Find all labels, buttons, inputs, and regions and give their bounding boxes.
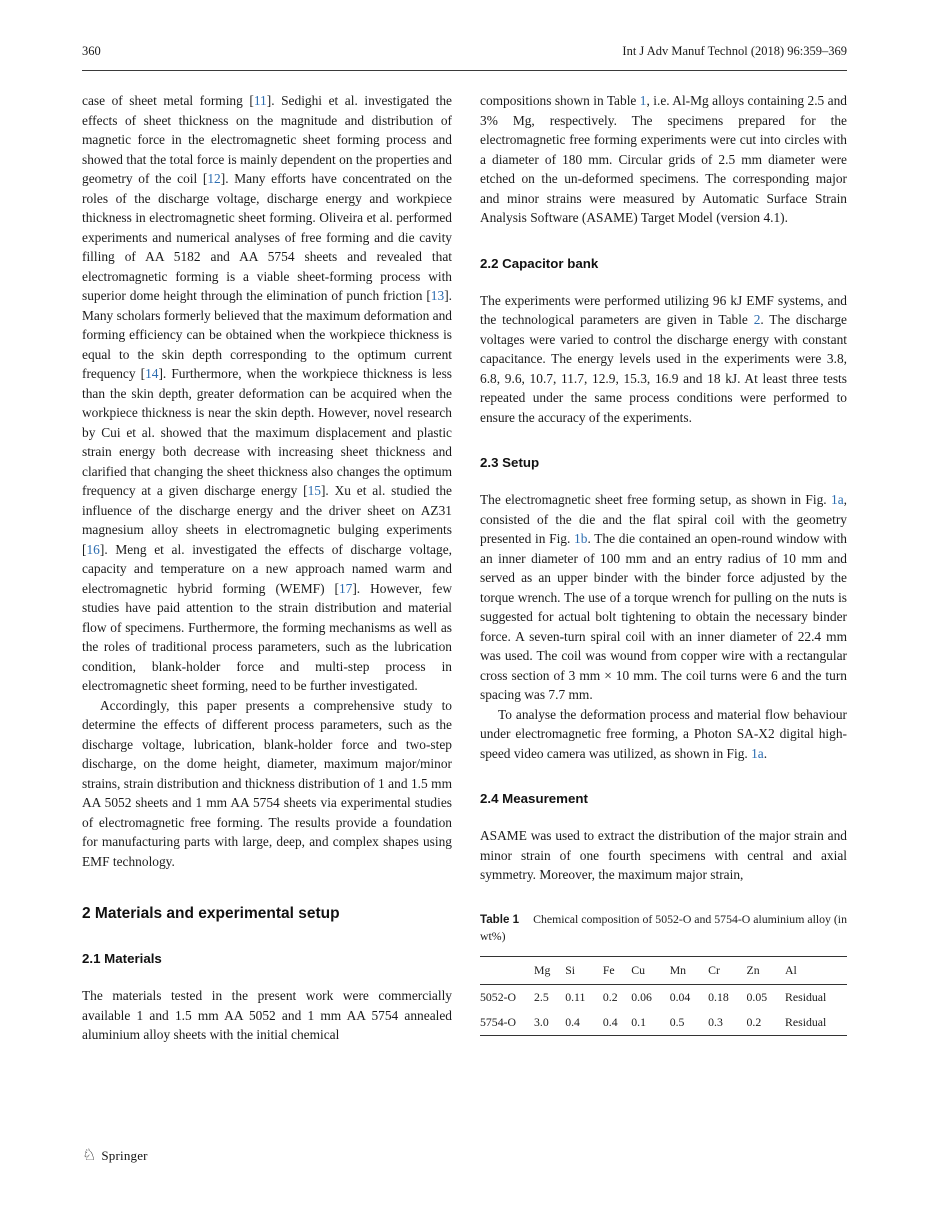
paragraph	[82, 986, 452, 1045]
citation-link[interactable]: 16	[86, 541, 100, 557]
table-cell: 0.06	[631, 989, 652, 1004]
paragraph	[480, 490, 847, 705]
text-run: , i.e. Al-Mg alloys containing 2.5 and 3% Mg, respectively. The specimens prepared for the electromagnetic free forming experiments were cut into circles with a diameter of 180 mm. Circular grids of 2.5 mm diameter were etched on the un-deformed specimens. The corresponding major and minor strains were measured by Automatic Surface Strain Analysis Software (ASAME) Target Model (version 4.1).	[480, 93, 847, 225]
subsection-heading: 2.1 Materials	[82, 951, 162, 966]
table-row	[480, 984, 847, 1010]
paragraph	[480, 826, 847, 885]
text-run: ASAME was used to extract the distribution of the major strain and minor strain of one fourth specimens with central and axial symmetry. Moreover, the maximum major strain,	[480, 828, 847, 882]
table-cell: 0.2	[746, 1014, 762, 1029]
text-run: . The discharge voltages were varied to control the discharge energy with constant capacitance. The energy levels used in the experiments were 3.8, 6.8, 9.6, 10.7, 11.7, 12.9, 15.3, 16.9 and 18 kJ. At least three tests repeated under the same process conditions were performed to ensure the accuracy of the experiments.	[480, 312, 847, 425]
citation-link[interactable]: 11	[253, 93, 267, 108]
text-run: ]. Meng et al. investigated the effects of discharge voltage, capacity and temperature on a new approach named warm and electromagnetic hybrid forming (WEMF) [	[82, 541, 452, 596]
text-run: ]. However, few studies have paid attention to the strain distribution and material flow of specimens. Furthermore, the forming mechanisms as well as the roles of traditional process parameters, such as the lubrication condition, blank-holder force and multi-step process in electromagnetic sheet forming, need to be further investigated.	[82, 580, 453, 693]
content-columns	[82, 91, 847, 1045]
text-run: compositions shown in Table	[480, 93, 640, 108]
row-header-cell: 5754-O	[480, 1014, 517, 1029]
page-header	[82, 44, 847, 71]
table-column-header: Cr	[708, 962, 720, 977]
table-header-row	[480, 956, 847, 984]
journal-citation: Int J Adv Manuf Technol (2018) 96:359–369	[622, 44, 847, 58]
table-cell: Residual	[785, 1014, 827, 1029]
citation-link[interactable]: 13	[430, 288, 445, 303]
table-cell: 0.18	[708, 989, 729, 1004]
table-cell: 0.5	[669, 1014, 685, 1029]
subsection-heading: 2.3 Setup	[480, 455, 540, 470]
row-header-cell: 5052-O	[480, 989, 517, 1004]
paragraph	[480, 291, 847, 428]
text-run: Accordingly, this paper presents a comprehensive study to determine the effects of different process parameters, such as the discharge voltage, lubrication, blank-holder force and two-step discharge, on the dome height, diameter, maximum major/minor strains, strain distribution and thickness distribution of 1 and 1.5 mm AA 5052 sheets and 1 mm AA 5754 sheets via experimental studies of electromagnetic free forming. The results provide a foundation for manufacturing parts with large, deep, and complex shapes using EMF technology.	[82, 697, 452, 869]
table-column-header: Mn	[669, 962, 687, 977]
table-cell: 0.1	[631, 1014, 647, 1029]
table-column-header: Al	[785, 962, 797, 977]
table-column-header: Mg	[534, 962, 551, 977]
table-column-header: Si	[565, 962, 576, 977]
text-run: The experiments were performed utilizing 96 kJ EMF systems, and the technological parameters are given in Table	[480, 292, 847, 327]
composition-table	[480, 956, 847, 1036]
left-column	[82, 91, 452, 1045]
text-run: ]. Many scholars formerly believed that the maximum deformation and forming efficiency can be obtained when the workpiece thickness is equal to the skin depth corresponding to the optimum current frequency [	[82, 288, 452, 381]
citation-link[interactable]: 14	[145, 366, 159, 381]
table-column-header: Cu	[631, 962, 646, 977]
text-run: The electromagnetic sheet free forming setup, as shown in Fig.	[480, 492, 831, 507]
table-cell: 0.2	[602, 989, 618, 1004]
right-column	[480, 91, 847, 1045]
text-run: case of sheet metal forming [	[82, 93, 254, 108]
paragraph	[82, 696, 452, 872]
citation-link[interactable]: 1b	[574, 531, 588, 546]
table-column-header: Zn	[746, 962, 760, 977]
text-run: .	[763, 745, 768, 761]
table-cell: 0.4	[602, 1014, 618, 1029]
page-footer	[82, 1148, 148, 1164]
text-run: . The die contained an open-round window with an inner diameter of 100 mm and an entry radius of 10 mm and served as an upper binder with the binder force adjusted by the torque wrench. The use of a torque wrench for pulling on the nuts is suggested for actual bolt tightening to obtain the necessary binder force. A seven-turn spiral coil with an inner diameter of 22.4 mm was used. The coil was wound from copper wire with a rectangular cross section of 3 mm × 10 mm. The coil turns were 6 and the turn spacing was 7.7 mm.	[480, 531, 847, 702]
text-run: The materials tested in the present work were commercially available 1 and 1.5 mm AA 5052 and 1 mm AA 5754 annealed aluminium alloy sheets with the initial chemical	[82, 988, 452, 1042]
paragraph	[82, 91, 452, 696]
table-caption	[480, 911, 847, 944]
page-number: 360	[82, 44, 101, 58]
text-run: , consisted of the die and the flat spiral coil with the geometry presented in Fig.	[480, 492, 847, 546]
table-cell: 3.0	[534, 1014, 549, 1029]
springer-knight-icon: ♘	[82, 1147, 97, 1164]
table-1-block	[480, 911, 847, 1036]
publisher-name: Springer	[101, 1148, 148, 1163]
citation-link[interactable]: 15	[307, 483, 321, 498]
table-row	[480, 1010, 847, 1036]
table-cell: 0.04	[669, 989, 691, 1004]
text-run: ]. Sedighi et al. investigated the effects of sheet thickness on the magnitude and distribution of magnetic force in the electromagnetic sheet forming process and showed that the total force is mainly dependent on the properties and geometry of the coil [	[82, 93, 452, 186]
paragraph	[480, 91, 847, 228]
table-title: Chemical composition of 5052-O and 5754-O aluminium alloy (in wt%)	[480, 911, 847, 943]
table-cell: Residual	[785, 989, 827, 1004]
subsection-heading: 2.2 Capacitor bank	[480, 255, 599, 271]
right-column-flow	[480, 91, 847, 885]
citation-link[interactable]: 1	[639, 93, 647, 108]
citation-link[interactable]: 17	[338, 580, 353, 596]
table-column-header	[480, 956, 534, 984]
text-run: ]. Furthermore, when the workpiece thickness is less than the skin depth, greater deformation can be acquired when the workpiece thickness is near the skin depth. However, novel research by Cui et al. showed that the maximum displacement and plastic strain energy both decrease with increasing sheet thickness and clarified that changing the sheet thickness also changes the optimum frequency at a given discharge energy [	[82, 366, 452, 498]
citation-link[interactable]: 2	[753, 312, 761, 327]
subsection-heading: 2.4 Measurement	[480, 791, 588, 806]
table-column-header: Fe	[602, 962, 615, 977]
table-cell: 2.5	[534, 989, 549, 1004]
text-run: ]. Xu et al. studied the influence of the discharge energy and the driver sheet on AZ31 magnesium alloy sheets in electromagnetic bulging experiments [	[82, 483, 452, 557]
table-label: Table 1	[480, 912, 520, 926]
text-run: To analyse the deformation process and material flow behaviour under electromagnetic free forming, a Photon SA-X2 digital high-speed video camera was utilized, as shown in Fig.	[480, 706, 847, 761]
table-cell: 0.4	[565, 1014, 580, 1029]
table-cell: 0.3	[708, 1014, 723, 1029]
table-cell: 0.11	[565, 989, 586, 1004]
table-cell: 0.05	[746, 989, 768, 1004]
paragraph	[480, 705, 847, 764]
citation-link[interactable]: 1a	[831, 492, 844, 507]
section-heading: 2 Materials and experimental setup	[82, 905, 340, 922]
citation-link[interactable]: 12	[207, 171, 221, 186]
citation-link[interactable]: 1a	[751, 745, 764, 761]
text-run: ]. Many efforts have concentrated on the roles of the discharge voltage, discharge energy and workpiece thickness in electromagnetic sheet forming. Oliveira et al. performed experiments and numerical analyses of free forming and die cavity filling of AA 5182 and AA 5754 sheets and revealed that electromagnetic forming is a viable sheet-forming process with superior dome height through the elimination of punch friction [	[82, 171, 452, 303]
